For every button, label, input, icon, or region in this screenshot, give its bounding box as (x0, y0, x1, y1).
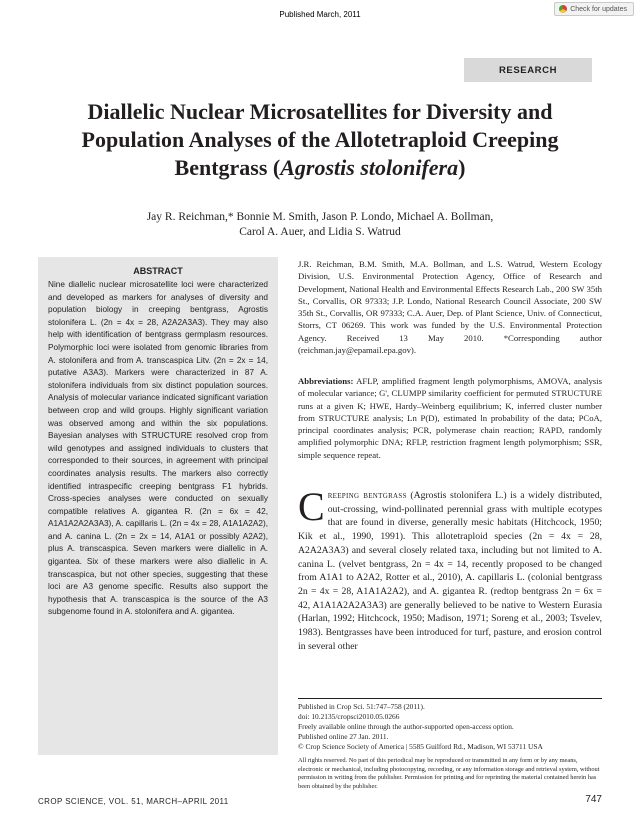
pub-citation: Published in Crop Sci. 51:747–758 (2011). (298, 702, 425, 711)
footer-journal: CROP SCIENCE, VOL. 51, MARCH–APRIL 2011 (38, 797, 229, 806)
authors-line-1: Jay R. Reichman,* Bonnie M. Smith, Jason P. Londo, Michael A. Bollman, (146, 211, 494, 223)
drop-cap: C (298, 484, 325, 529)
intro-text: (Agrostis stolonifera L.) is a widely distributed, out-crossing, wind-pollinated perennial grass with multiple ecotypes that are found in diverse, generally mesic habitats (Hitchcock, 1950; Kik et al., 1990, 1991). This allotetraploid species (2n = 4x = 28, A2A2A3A3) and several closely related taxa, including but not limited to A. canina L. (velvet bentgrass, 2n = 4x = 14, recently proposed to be changed from A1A1 to A2A2, Rotter et al., 2010), A. capillaris L. (colonial bentgrass 2n = 4x = 28, A1A1A2A2), and A. gigantea R. (redtop bentgrass 2n = 6x = 42, A1A1A2A2A3A3) are generally believed to be native to Western Eurasia (Harlan, 1992; Hitchcock, 1950; Madison, 1971; Soreng et al., 2003; Tsvelev, 1983). Bentgrasses have been introduced for turf, pasture, and erosion control in several other (298, 490, 603, 652)
abstract-heading: ABSTRACT (133, 266, 183, 276)
title-species: Agrostis stolonifera (280, 155, 459, 180)
pub-online-date: Published online 27 Jan. 2011. (298, 732, 389, 741)
publication-info (298, 698, 602, 752)
abbreviations-label: Abbreviations: (298, 376, 354, 386)
pub-copyright: © Crop Science Society of America | 5585 Guilford Rd., Madison, WI 53711 USA (298, 742, 543, 751)
abbreviations-text: AFLP, amplified fragment length polymorphisms, AMOVA, analysis of molecular variance; G', CLUMPP similarity coefficient for permuted STRUCTURE runs at a given K; HWE, Hardy–Weinberg equilibrium; K, inferred cluster number from STRUCTURE analysis; Ln P(D), estimated ln probability of the data; PCoA, principal coordinates analysis; PCR, polymerase chain reaction; RAPD, randomly amplified polymorphic DNA; RFLP, restriction fragment length polymorphism; SSR, simple sequence repeat. (298, 376, 602, 460)
section-tab: RESEARCH (464, 58, 592, 82)
author-list (60, 210, 580, 240)
author-affiliations: J.R. Reichman, B.M. Smith, M.A. Bollman, and L.S. Watrud, Western Ecology Division, U.S. Environmental Protection Agency, Office of Research and Development, National Health and Environmental Effects Research Lab., 200 SW 35th St., Corvallis, OR 97333; J.P. Londo, National Research Council Associate, 200 SW 35th St., Corvallis, OR 97333; C.A. Auer, Dep. of Plant Science, Univ. of Connecticut, Storrs, CT 06269. This work was funded by the U.S. Environmental Protection Agency. Received 13 May 2010. *Corresponding author (reichman.jay@epamail.epa.gov). (298, 259, 602, 356)
pub-open-access: Freely available online through the author-supported open-access option. (298, 722, 514, 731)
authors-line-2: Carol A. Auer, and Lidia S. Watrud (239, 226, 401, 238)
pub-doi: doi: 10.2135/cropsci2010.05.0266 (298, 712, 400, 721)
check-for-updates-button[interactable] (554, 2, 634, 16)
abstract-box (38, 257, 278, 755)
title-main: Diallelic Nuclear Microsatellites for Diversity and Population Analyses of the Allotetraploid Creeping Bentgrass ( (81, 99, 559, 180)
published-banner: Published March, 2011 (279, 10, 361, 19)
article-title (40, 98, 600, 182)
introduction-paragraph (298, 484, 603, 653)
title-close: ) (458, 155, 466, 180)
abbreviations (298, 375, 602, 461)
intro-lead: reeping bentgrass (327, 490, 407, 501)
abstract-text: Nine diallelic nuclear microsatellite loci were characterized and developed as markers for analyses of diversity and population biology in creeping bentgrass, Agrostis stolonifera L. (2n = 4x = 28, A2A2A3A3). They may also help with identification of bentgrass germplasm resources. Polymorphic loci were isolated from genomic libraries from A. stolonifera and from A. transcaspica Litv. (2n = 2x = 14, putative A3A3). Markers were characterized in 87 A. stolonifera individuals from six distinct population sources. Analysis of molecular variance indicated significant variation between crop and wild groups. Highly significant variation was observed among and within the six populations. Bayesian analyses with STRUCTURE resolved crop from wild genotypes and assigned individuals to clusters that corresponded to their sources, in agreement with principal coordinates analysis results. The markers also correctly identified intraspecific creeping bentgrass F1 hybrids. Cross-species analyses were conducted on sexually compatible relatives A. gigantea R. (2n = 6x = 42, A1A1A2A2A3A3), A. capillaris L. (2n = 4x = 28, A1A1A2A2), and A. canina L. (2n = 2x = 14, A1A1 or possibly A2A2), plus A. transcaspica. Seven markers were diallelic in A. gigantea. Six of these markers were also diallelic in A. transcaspica, but not other species, suggesting that these loci are A3 genome specific. Results also support the hypothesis that A. transcaspica is the source of the A3 subgenome found in A. stolonifera and A. gigantea. (48, 280, 268, 617)
rights-notice: All rights reserved. No part of this periodical may be reproduced or transmitted in any form or by any means, electronic or mechanical, including photocopying, recording, or any information storage and retrieval system, without permission in writing from the publisher. Permission for printing and for reprinting the material contained herein has been obtained by the publisher. (298, 757, 600, 790)
crossmark-icon (559, 5, 567, 13)
page-number: 747 (585, 794, 602, 805)
check-for-updates-label: Check for updates (570, 5, 627, 13)
